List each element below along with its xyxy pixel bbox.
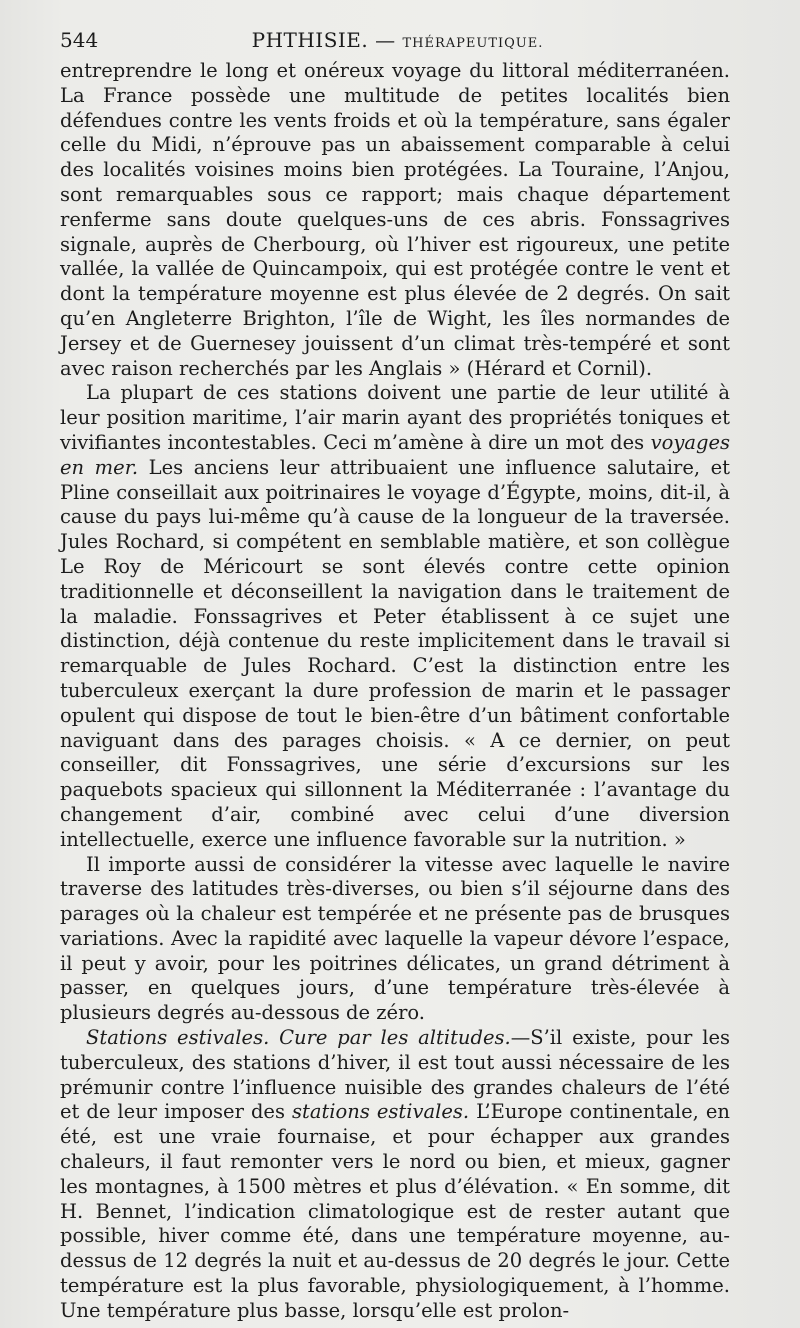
paragraph-sea-voyages <box>60 381 730 852</box>
section-heading: Stations estivales. Cure par les altitudes. <box>86 1026 511 1050</box>
page-number: 544 <box>60 28 99 52</box>
running-title <box>60 28 735 52</box>
paragraph-summer-stations <box>60 1026 730 1324</box>
italic-term: voyages en mer. <box>60 430 730 479</box>
running-header <box>60 28 735 58</box>
paragraph-text: L’Europe continentale, en été, est une vraie fournaise, et pour échapper aux grandes chaleurs, il faut remonter vers le nord ou bien, et mieux, gagner les montagnes, à 1500 mètres et plus d’élévation. « En somme, dit H. Bennet, l’indication climatologique est de rester autant que possible, hiver comme été, dans une température moyenne, au-dessus de 12 degrés la nuit et au-dessus de 20 degrés le jour. Cette température est la plus favorable, physiologiquement, à l’homme. Une température plus basse, lorsqu’elle est prolon- <box>60 1100 730 1322</box>
paragraph-text: Les anciens leur attribuaient une influence salutaire, et Pline conseillait aux poitrinaires le voyage d’Égypte, moins, dit-il, à cause du pays lui-même qu’à cause de la longueur de la traversée. Jules Rochard, si compétent en semblable matière, et son collègue Le Roy de Méricourt se sont élevés contre cette opinion traditionnelle et déconseillent la navigation dans le traitement de la maladie. Fonssagrives et Peter établissent à ce sujet une distinction, déjà contenue du reste implicitement dans le travail si remarquable de Jules Rochard. C’est la distinction entre les tuberculeux exerçant la dure profession de marin et le passager opulent qui dispose de tout le bien-être d’un bâtiment confortable naviguant dans des parages choisis. « A ce dernier, on peut conseiller, dit Fonssagrives, une série d’excursions sur les paquebots spacieux qui sillonnent la Méditerranée : l’avantage du changement d’air, combiné avec celui d’une diversion intellectuelle, exerce une influence favorable sur la nutrition. » <box>60 455 730 851</box>
paragraph-text: La plupart de ces stations doivent une partie de leur utilité à leur position maritime, l’air marin ayant des propriétés toniques et vivifiantes incontestables. Ceci m’amène à dire un mot des <box>60 381 730 454</box>
italic-term: stations estivales. <box>292 1100 470 1124</box>
paragraph-continued <box>60 59 730 381</box>
paragraph-text: entreprendre le long et onéreux voyage du littoral méditerranéen. La France possède une multitude de petites localités bien défendues contre les vents froids et où la température, sans égaler celle du Midi, n’éprouve pas un abaissement comparable à celui des localités voisines moins bien protégées. La Touraine, l’Anjou, sont remarquables sous ce rapport; mais chaque département renferme sans doute quelques-uns de ces abris. Fonssagrives signale, auprès de Cherbourg, où l’hiver est rigoureux, une petite vallée, la vallée de Quincampoix, qui est protégée contre le vent et dont la température moyenne est plus élevée de 2 degrés. On sait qu’en Angleterre Brighton, l’île de Wight, les îles normandes de Jersey et de Guernesey jouissent d’un climat très-tempéré et sont avec raison recherchés par les Anglais » (Hérard et Cornil). <box>60 59 730 380</box>
paragraph-text: —S’il existe, pour les tuberculeux, des stations d’hiver, il est tout aussi nécessaire de les prémunir contre l’influence nuisible des grandes chaleurs de l’été et de leur imposer des <box>60 1026 730 1124</box>
chapter-title: PHTHISIE. <box>251 28 369 52</box>
title-separator: — <box>375 28 396 52</box>
paragraph-ship-speed <box>60 853 730 1027</box>
paragraph-text: Il importe aussi de considérer la vitesse avec laquelle le navire traverse des latitudes très-diverses, ou bien s’il séjourne dans des parages où la chaleur est tempérée et ne présente pas de brusques variations. Avec la rapidité avec laquelle la vapeur dévore l’espace, il peut y avoir, pour les poitrines délicates, un grand détriment à passer, en quelques jours, d’une température très-élevée à plusieurs degrés au-dessous de zéro. <box>60 852 730 1025</box>
section-subtitle: THÉRAPEUTIQUE. <box>402 36 544 51</box>
body-text <box>60 59 730 1324</box>
